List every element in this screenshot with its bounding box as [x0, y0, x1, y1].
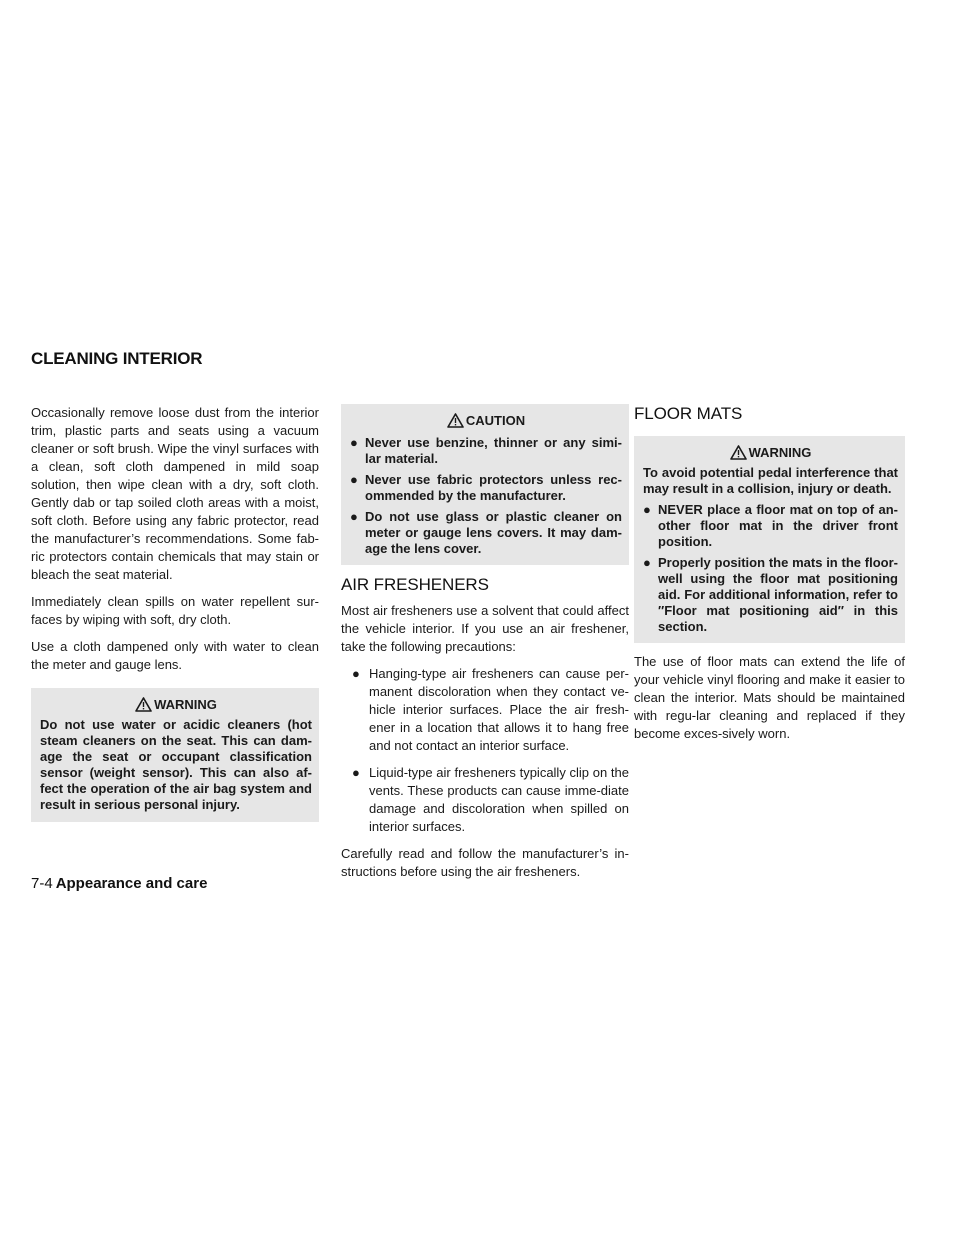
- paragraph-air-intro: Most air fresheners use a solvent that could affect the vehicle interior. If you use an air freshener, take the following precautions:: [341, 603, 629, 654]
- caution-item: ● Never use benzine, thinner or any simi-lar material.: [350, 435, 622, 466]
- bullet-icon: ●: [350, 472, 358, 487]
- bullet-icon: ●: [350, 509, 358, 524]
- warning-header: [643, 442, 898, 462]
- warning-header: [40, 694, 312, 714]
- column-right: [634, 404, 905, 752]
- warning-triangle-icon: [135, 697, 152, 712]
- bullet-icon: ●: [643, 502, 651, 517]
- paragraph-dusting: Occasionally remove loose dust from the interior trim, plastic parts and seats using a vacuum cleaner or soft brush. Wipe the vinyl surfaces with a clean, soft cloth dampened in mild soap solution, then wipe clean with a dry, soft cloth. Gently dab or tap soiled cloth areas with a moist, soft cloth. Before using any fabric protector, read the manufacturer’s recommendations. Some fab-ric protectors contain chemicals that may stain or bleach the seat material.: [31, 405, 319, 582]
- column-middle: [341, 404, 629, 890]
- paragraph-air-outro: Carefully read and follow the manufacturer’s in-structions before using the air fresheners.: [341, 846, 629, 879]
- warning-item: ● NEVER place a floor mat on top of an-other floor mat in the driver front position.: [643, 502, 898, 549]
- caution-item: ● Do not use glass or plastic cleaner on meter or gauge lens covers. It may dam-age the lens cover.: [350, 509, 622, 556]
- warning-text: Do not use water or acidic cleaners (hot steam cleaners on the seat. This can dam-age the seat or occupant classification sensor (weight sensor). This can also af-fect the operation of the air bag system and result in serious personal injury.: [40, 717, 312, 812]
- warning-title: WARNING: [154, 696, 217, 712]
- caution-title: CAUTION: [465, 412, 526, 428]
- caution-header: [350, 410, 622, 430]
- list-item: ● Liquid-type air fresheners typically clip on the vents. These products can cause imme-diate damage and discoloration when spilled on interior surfaces.: [352, 765, 629, 834]
- footer-section: Appearance and care: [55, 875, 208, 892]
- bullet-icon: ●: [350, 435, 358, 450]
- page-footer: [31, 875, 207, 892]
- bullet-icon: ●: [643, 555, 651, 570]
- heading-floor-mats: FLOOR MATS: [634, 404, 743, 423]
- warning-intro: To avoid potential pedal interference that may result in a collision, injury or death.: [643, 465, 898, 496]
- warning-box-floor-mats: [634, 436, 905, 643]
- column-left: [31, 404, 319, 832]
- paragraph-lens: Use a cloth dampened only with water to clean the meter and gauge lens.: [31, 639, 319, 672]
- caution-box: [341, 404, 629, 565]
- bullet-icon: ●: [352, 666, 360, 681]
- warning-item: ● Properly position the mats in the floor-well using the floor mat positioning aid. For additional information, refer to ″Floor mat positioning aid″ in this section.: [643, 555, 898, 634]
- page-number: 7-4: [31, 875, 53, 892]
- bullet-icon: ●: [352, 765, 360, 780]
- warning-title: WARNING: [748, 444, 812, 460]
- heading-air-fresheners: AIR FRESHENERS: [341, 575, 489, 594]
- warning-triangle-icon: [447, 413, 464, 428]
- warning-triangle-icon: [730, 445, 747, 460]
- warning-box-seat: [31, 688, 319, 822]
- section-title: CLEANING INTERIOR: [31, 349, 203, 368]
- list-item: ● Hanging-type air fresheners can cause per-manent discoloration when they contact ve-hicle interior surfaces. Place the air fresh-ener in a location that allows it to hang free and not contact an interior surface.: [352, 666, 629, 753]
- caution-item: ● Never use fabric protectors unless rec-ommended by the manufacturer.: [350, 472, 622, 503]
- paragraph-spills: Immediately clean spills on water repellent sur-faces by wiping with soft, dry cloth.: [31, 594, 319, 627]
- paragraph-floor-mats: The use of floor mats can extend the life of your vehicle vinyl flooring and make it easier to clean the interior. Mats should be maintained with regu-lar cleaning and replaced if they become exces-sively worn.: [634, 654, 905, 741]
